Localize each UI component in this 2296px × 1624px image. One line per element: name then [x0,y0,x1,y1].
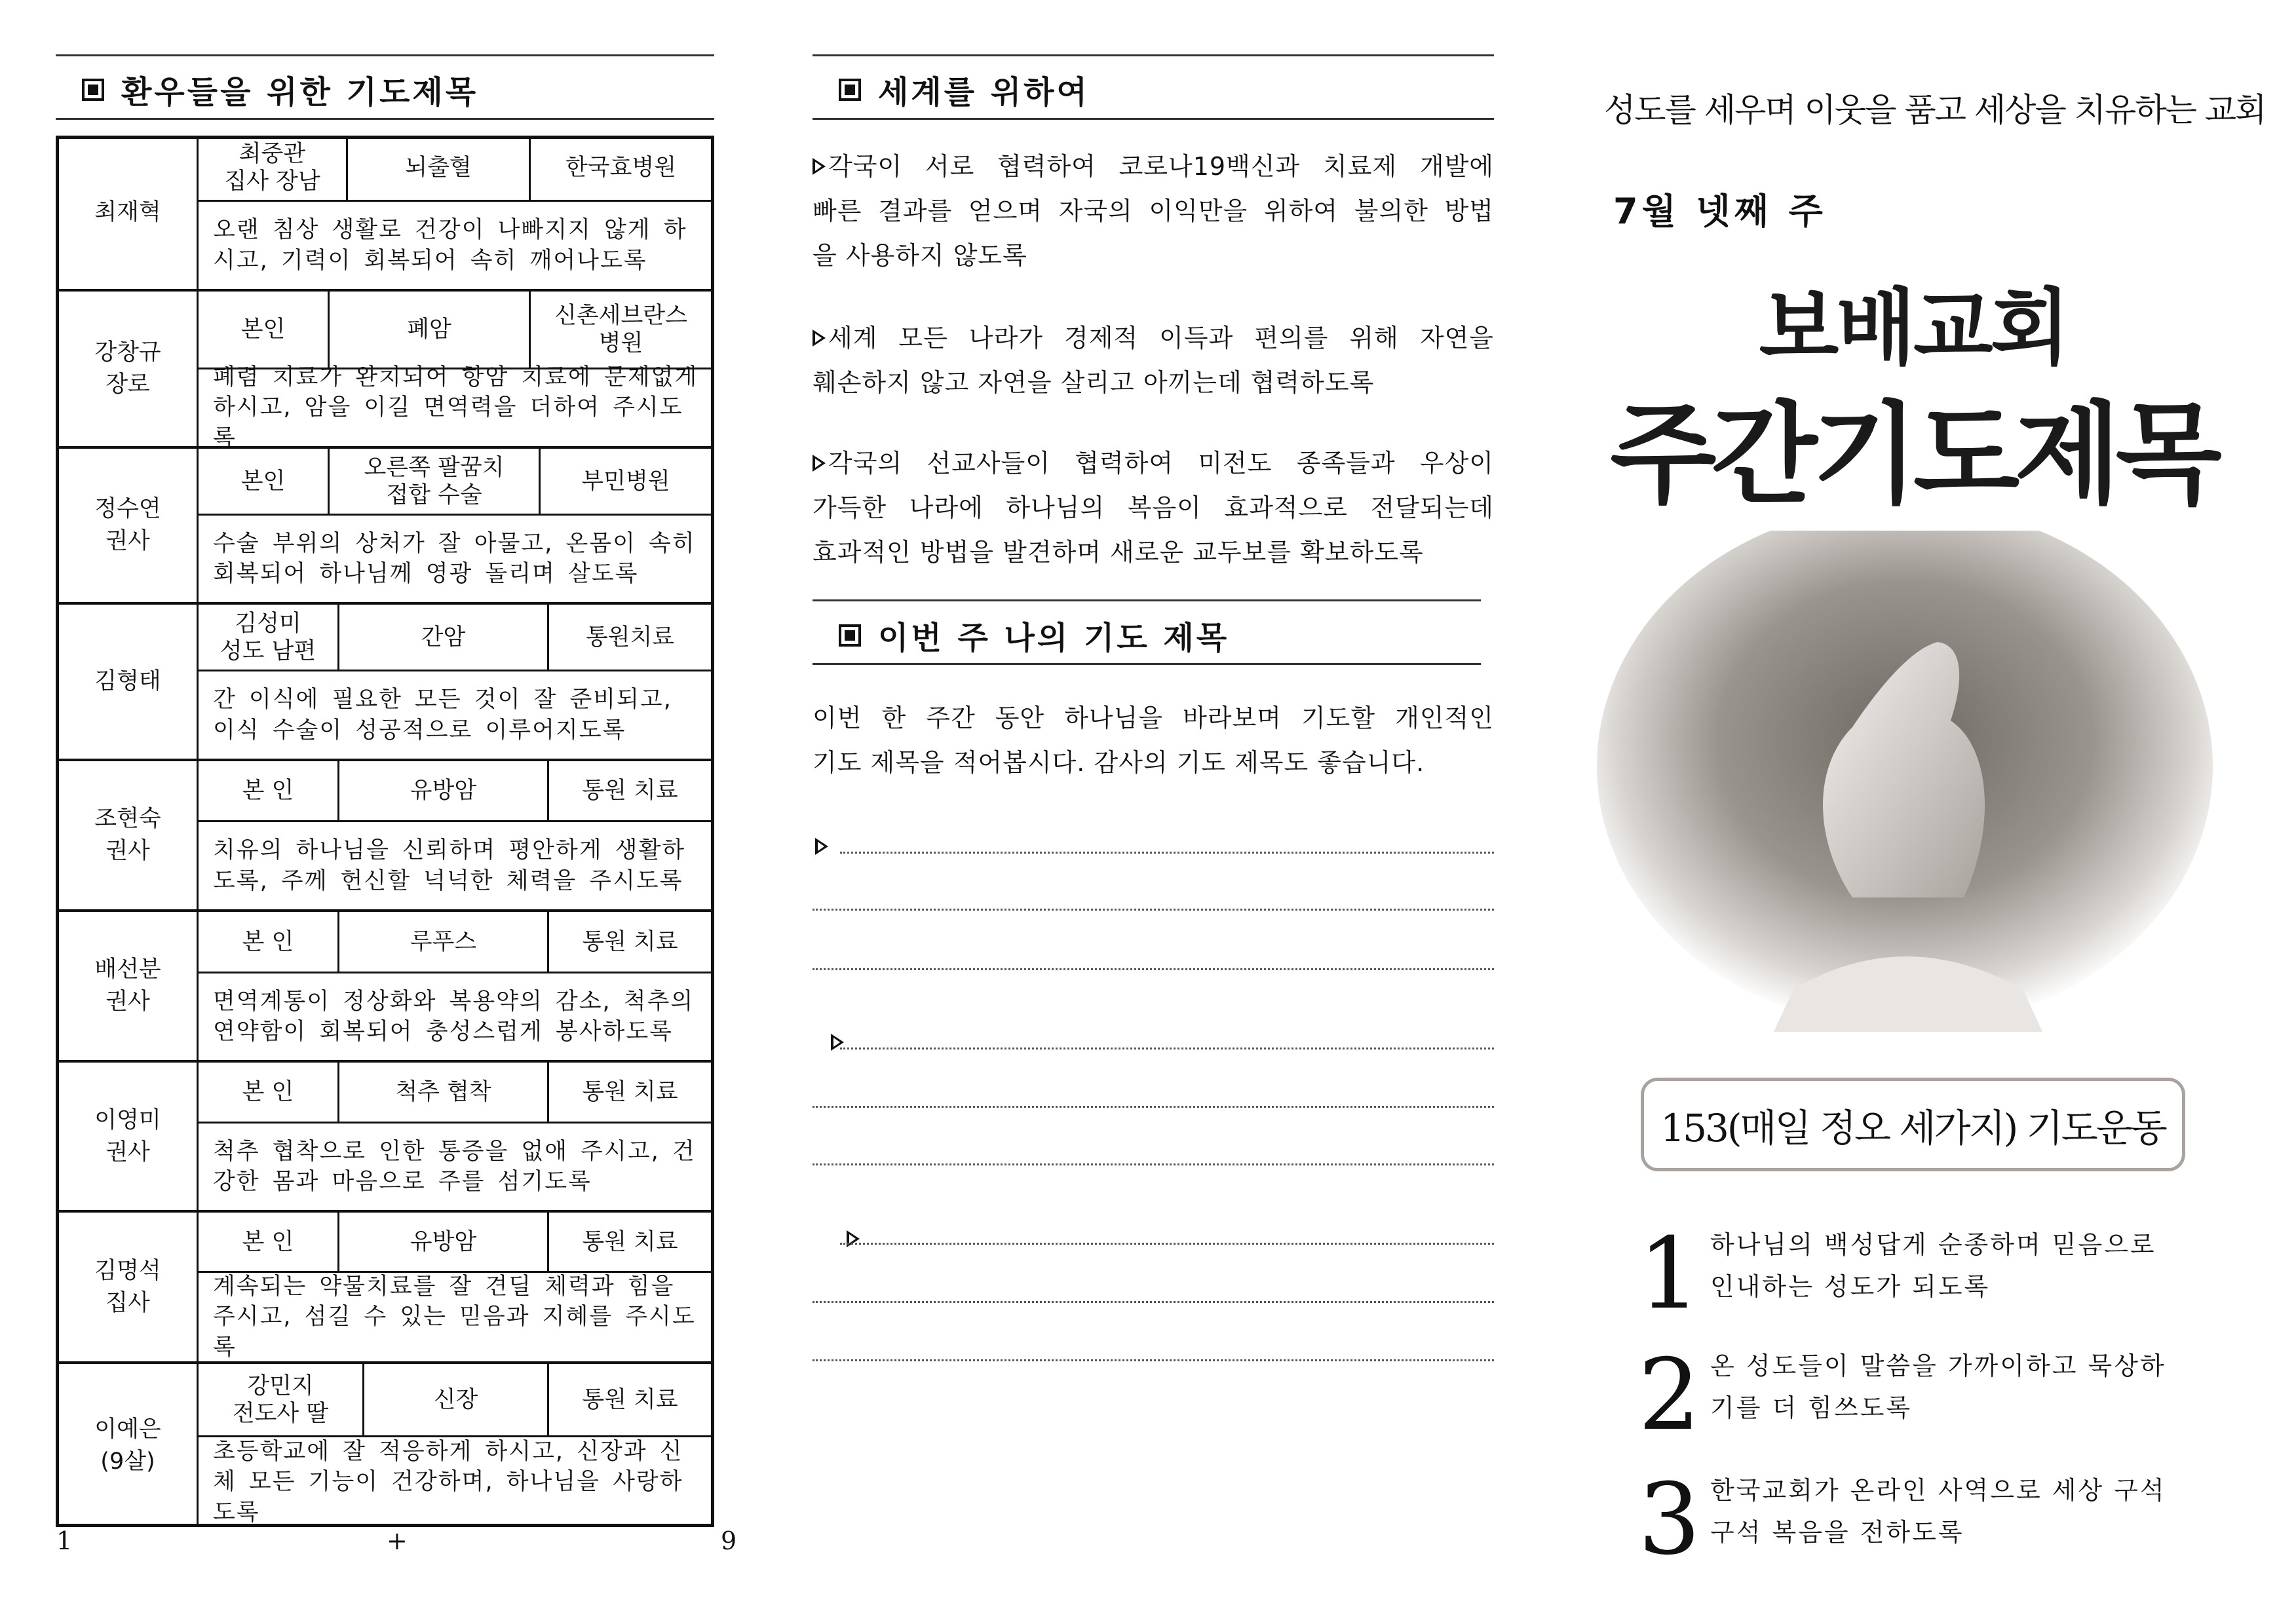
prayer-line [813,441,1494,485]
patient-condition: 뇌출혈 [348,136,531,202]
prayer-line-text: 각국이 서로 협력하여 코로나19백신과 치료제 개발에 [828,152,1494,181]
patient-condition: 유방암 [339,761,549,822]
praying-hands-image [1597,531,2215,1032]
patient-name: 이영미 권사 [59,1063,199,1210]
section-title-text: 세계를 위하여 [878,74,1090,111]
patient-relation: 본 인 [199,1063,339,1124]
prayer-text: 간 이식에 필요한 모든 것이 잘 준비되고, 이식 수술이 성공적으로 이루어지도록 [213,687,672,744]
item-number: 2 [1638,1338,1701,1452]
write-in-line[interactable] [840,1048,1494,1049]
triangle-bullet-icon [815,838,828,855]
patient-row [59,1063,711,1213]
patient-relation: 본 인 [199,912,339,973]
triangle-bullet-icon [813,330,826,347]
patient-name: 강창규 장로 [59,292,199,446]
patient-row [59,912,711,1063]
patient-hospital: 통원 치료 [549,761,711,822]
patient-condition: 신장 [364,1364,549,1437]
item-text: 하나님의 백성답게 순종하며 믿음으로 인내하는 성도가 되도록 [1710,1230,2156,1301]
prayer-text: 초등학교에 잘 적응하게 하시고, 신장과 신체 모든 기능이 건강하며, 하나님을 사랑하도록 [213,1439,683,1526]
prayer-line [813,189,1494,233]
item-number: 1 [1638,1217,1701,1331]
patient-row [59,292,711,449]
patient-name: 정수연 권사 [59,449,199,602]
write-in-line[interactable] [840,852,1494,854]
patient-hospital: 통원 치료 [549,1213,711,1273]
patient-name: 배선분 권사 [59,912,199,1060]
patient-row [59,1213,711,1364]
patient-condition: 간암 [339,605,549,671]
patient-name: 최재혁 [59,136,199,289]
patient-prayer [199,516,711,602]
item-number: 3 [1638,1463,1701,1577]
patient-row [59,136,711,292]
patient-hospital: 신촌세브란스 병원 [531,292,711,369]
world-prayer-item [813,316,1494,405]
write-in-line[interactable] [813,968,1494,970]
patient-hospital: 부민병원 [541,449,711,516]
patient-hospital: 통원 치료 [549,1364,711,1437]
prayer-line-text: 을 사용하지 않도록 [813,241,1027,270]
write-in-line[interactable] [813,909,1494,911]
square-bullet-icon [839,624,861,647]
patient-prayer [199,364,711,451]
write-in-line[interactable] [813,1301,1494,1303]
patient-hospital: 한국효병원 [531,136,711,202]
write-in-line[interactable] [813,1106,1494,1108]
patient-row [59,761,711,912]
section-title-patients [82,67,478,112]
prayer-text: 폐렴 치료가 완치되어 항암 치료에 문제없게 하시고, 암을 이길 면역력을 더하여 주시도록 [213,364,698,451]
prayer-text: 면역계통이 정상화와 복용약의 감소, 척추의 연약함이 회복되어 충성스럽게 봉사하도록 [213,988,695,1045]
week-label: 7월 넷째 주 [1613,191,1827,232]
prayer-line-text: 각국의 선교사들이 협력하여 미전도 종족들과 우상이 [828,449,1494,478]
prayer-line [813,144,1494,189]
triangle-bullet-icon [847,1230,860,1247]
prayer-line [813,485,1494,530]
patient-hospital: 통원치료 [549,605,711,671]
square-bullet-icon [839,79,861,101]
divider [56,118,714,120]
campaign-box: 153(매일 정오 세가지) 기도운동 [1641,1078,2185,1171]
patient-relation: 최중관 집사 장남 [199,136,348,202]
fold-mark: + [387,1526,408,1555]
patient-prayer [199,973,711,1060]
triangle-bullet-icon [813,158,826,175]
prayer-line-text: 가득한 나라에 하나님의 복음이 효과적으로 전달되는데 [813,493,1494,522]
section-title-text: 이번 주 나의 기도 제목 [878,620,1230,656]
my-prayer-intro [813,696,1494,785]
prayer-line-text: 훼손하지 않고 자연을 살리고 아끼는데 협력하도록 [813,368,1375,397]
patient-row [59,1364,711,1527]
prayer-line-text: 빠른 결과를 얻으며 자국의 이익만을 위하여 불의한 방법 [813,197,1494,225]
patient-prayer [199,822,711,909]
patient-prayer-table [56,136,714,1527]
world-prayer-item [813,441,1494,575]
prayer-text: 치유의 하나님을 신뢰하며 평안하게 생활하도록, 주께 헌신할 넉넉한 체력을 주시도록 [213,837,686,894]
patient-row [59,605,711,761]
item-text: 한국교회가 온라인 사역으로 세상 구석구석 복음을 전하도록 [1710,1476,2166,1547]
patient-condition: 폐암 [330,292,531,369]
patient-hospital: 통원 치료 [549,1063,711,1124]
bulletin-title: 주간기도제목 [1610,390,2217,519]
prayer-text: 척추 협착으로 인한 통증을 없애 주시고, 건강한 몸과 마음으로 주를 섬기도록 [213,1138,696,1195]
prayer-line [813,233,1494,278]
world-prayer-item [813,144,1494,278]
patient-prayer [199,1437,711,1527]
prayer-line [813,530,1494,575]
prayer-line [813,360,1494,405]
patient-name: 김명석 집사 [59,1213,199,1361]
section-title-my-prayer [839,613,1229,658]
write-in-line[interactable] [813,1359,1494,1361]
prayer-line [813,316,1494,360]
patient-prayer [199,202,711,289]
patient-relation: 김성미 성도 남편 [199,605,339,671]
patient-prayer [199,1124,711,1210]
patient-relation: 본인 [199,292,330,369]
patient-condition: 척추 협착 [339,1063,549,1124]
patient-condition: 루푸스 [339,912,549,973]
page-number-left: 1 [56,1526,73,1555]
patient-condition: 오른쪽 팔꿈치 접합 수술 [330,449,541,516]
prayer-text: 수술 부위의 상처가 잘 아물고, 온몸이 속히 회복되어 하나님께 영광 돌리며 살도록 [213,530,696,587]
patient-prayer [199,671,711,759]
patient-row [59,449,711,605]
patient-name: 이예은 (9살) [59,1364,199,1527]
divider [813,54,1494,56]
church-tagline: 성도를 세우며 이웃을 품고 세상을 치유하는 교회 [1604,91,2266,129]
prayer-line-text: 세계 모든 나라가 경제적 이득과 편의를 위해 자연을 [828,324,1494,352]
church-name: 보배교회 [1759,280,2068,376]
patient-condition: 유방암 [339,1213,549,1273]
patient-relation: 본 인 [199,1213,339,1273]
patient-name: 김형태 [59,605,199,759]
intro-line: 이번 한 주간 동안 하나님을 바라보며 기도할 개인적인 [813,704,1494,732]
patient-relation: 강민지 전도사 딸 [199,1364,364,1437]
patient-relation: 본인 [199,449,330,516]
patient-relation: 본 인 [199,761,339,822]
page-number-right: 9 [721,1526,737,1555]
section-title-world [839,67,1090,112]
prayer-text: 계속되는 약물치료를 잘 견딜 체력과 힘을 주시고, 섬길 수 있는 믿음과 지혜를 주시도록 [213,1274,696,1361]
patient-prayer [199,1273,711,1361]
write-in-line[interactable] [840,1243,1494,1245]
patient-name: 조현숙 권사 [59,761,199,909]
divider [56,54,714,56]
square-bullet-icon [82,79,104,101]
divider [813,663,1481,665]
item-text: 온 성도들이 말씀을 가까이하고 묵상하기를 더 힘쓰도록 [1710,1351,2166,1422]
write-in-line[interactable] [813,1163,1494,1165]
patient-hospital: 통원 치료 [549,912,711,973]
divider [813,118,1494,120]
divider [813,599,1481,601]
prayer-line-text: 효과적인 방법을 발견하며 새로운 교두보를 확보하도록 [813,538,1424,567]
triangle-bullet-icon [813,455,826,472]
intro-line: 기도 제목을 적어봅시다. 감사의 기도 제목도 좋습니다. [813,748,1425,777]
prayer-text: 오랜 침상 생활로 건강이 나빠지지 않게 하시고, 기력이 회복되어 속히 깨어나도록 [213,217,687,274]
section-title-text: 환우들을 위한 기도제목 [121,74,479,111]
